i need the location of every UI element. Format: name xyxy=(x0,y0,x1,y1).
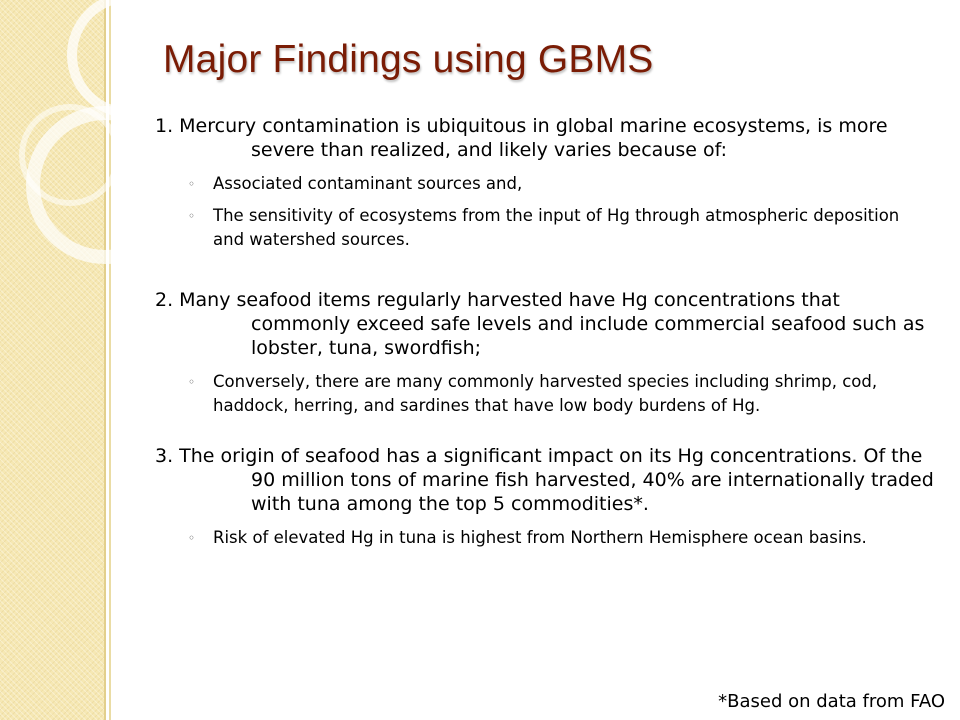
sub-bullet-text: Conversely, there are many commonly harvested species including shrimp, cod, haddock, herring, and sardines that have low body burdens of Hg. xyxy=(213,372,878,415)
sub-bullet xyxy=(155,526,935,550)
page-title: Major Findings using GBMS xyxy=(163,38,654,81)
finding-text: Many seafood items regularly harvested have Hg concentrations that commonly exceed safe levels and include commercial seafood such as lobster, tuna, swordfish; xyxy=(179,289,925,359)
finding-1 xyxy=(155,114,935,252)
bullet-icon: ◦ xyxy=(188,177,196,191)
sub-bullet-text: The sensitivity of ecosystems from the input of Hg through atmospheric deposition and watershed sources. xyxy=(213,206,900,249)
sub-bullet-text: Risk of elevated Hg in tuna is highest from Northern Hemisphere ocean basins. xyxy=(213,528,867,547)
bullet-icon: ◦ xyxy=(188,375,196,389)
finding-number: 2. xyxy=(155,289,174,311)
finding-2 xyxy=(155,288,935,418)
bullet-icon: ◦ xyxy=(188,209,196,223)
finding-number: 1. xyxy=(155,115,174,137)
finding-text: Mercury contamination is ubiquitous in global marine ecosystems, is more severe than realized, and likely varies because of: xyxy=(179,115,888,161)
finding-3 xyxy=(155,444,935,550)
footnote: *Based on data from FAO xyxy=(718,691,945,712)
sub-bullet xyxy=(155,172,935,196)
bullet-icon: ◦ xyxy=(188,531,196,545)
sub-bullet-text: Associated contaminant sources and, xyxy=(213,174,523,193)
finding-text: The origin of seafood has a significant impact on its Hg concentrations. Of the 90 million tons of marine fish harvested, 40% are internationally traded with tuna among the top 5 commodities*. xyxy=(179,445,934,515)
sub-bullet xyxy=(155,204,935,252)
finding-number: 3. xyxy=(155,445,174,467)
sub-bullet xyxy=(155,370,935,418)
findings-list xyxy=(155,114,935,550)
